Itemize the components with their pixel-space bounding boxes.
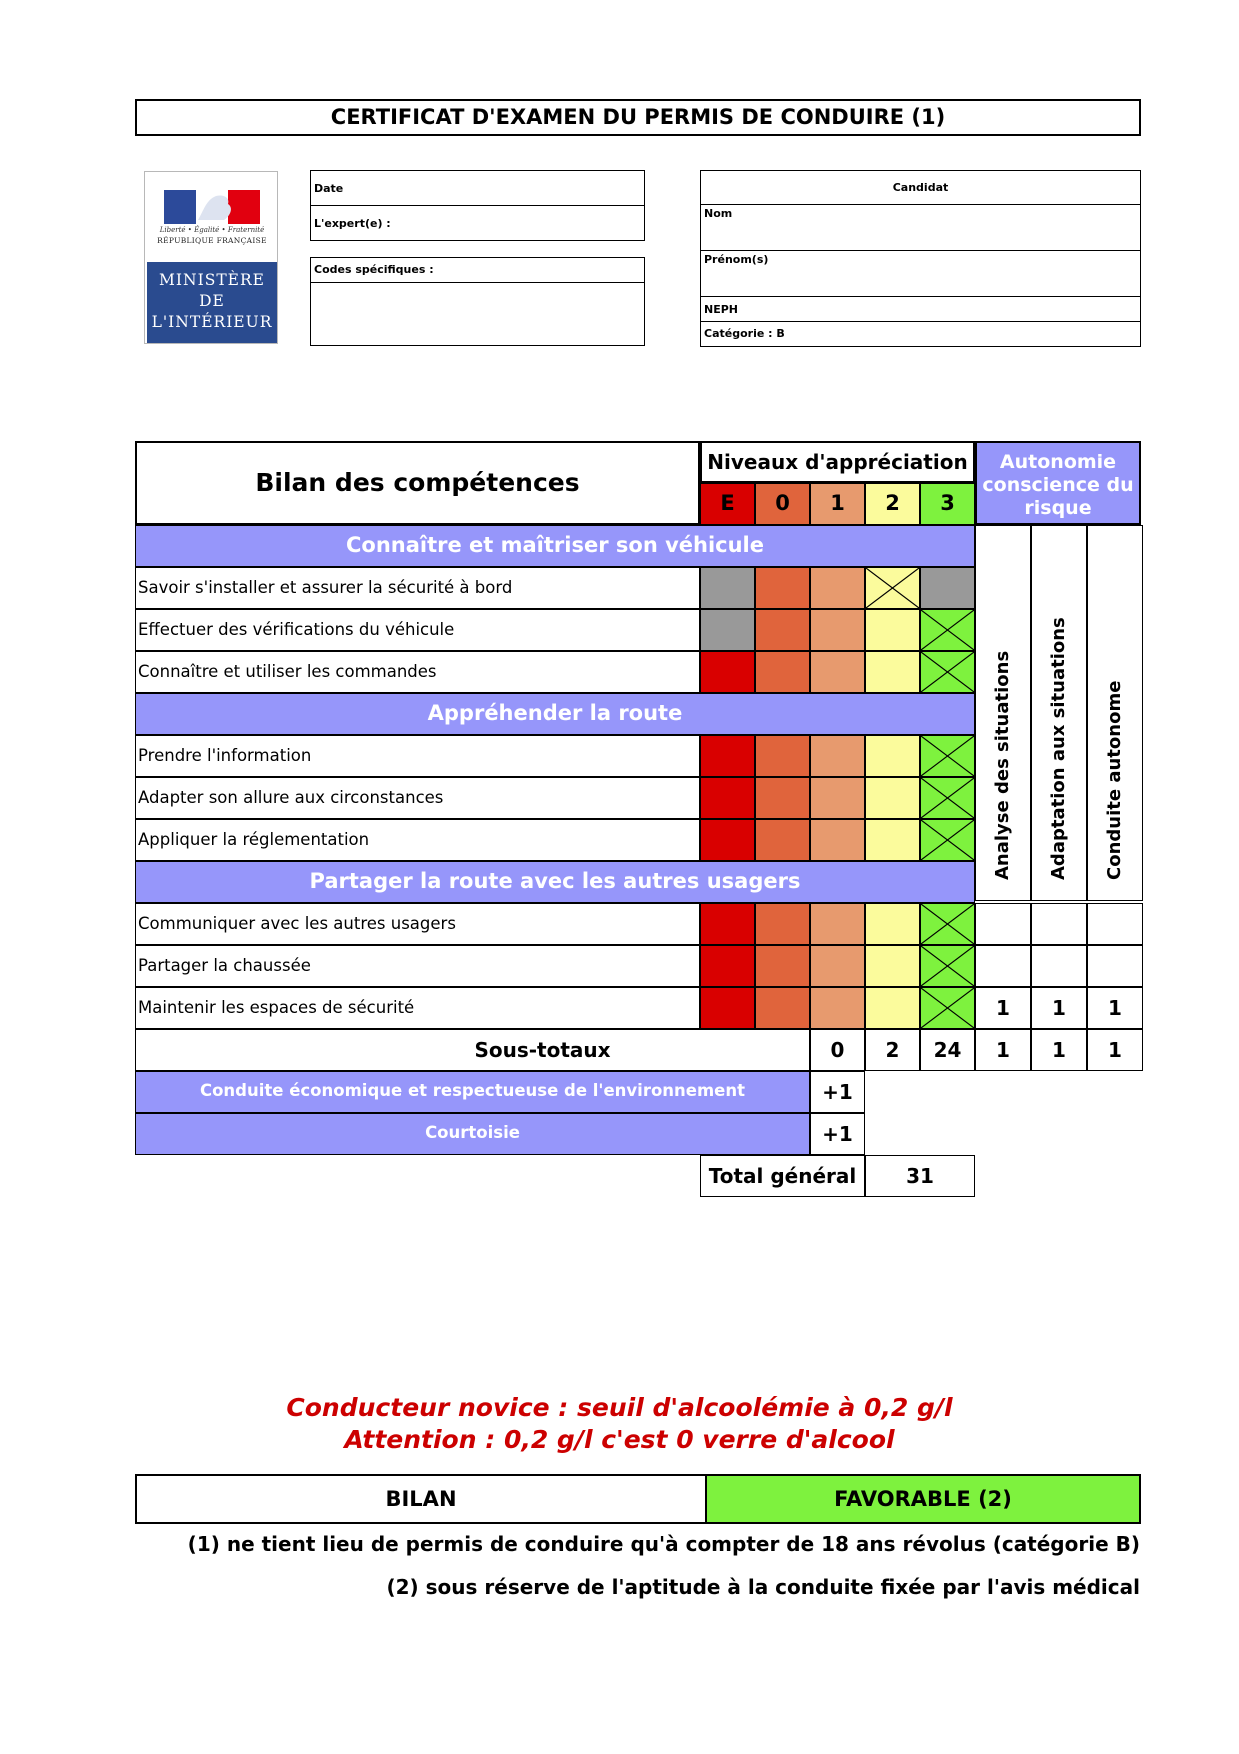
level-cell-0[interactable] — [755, 945, 810, 987]
subtotals-label: Sous-totaux — [135, 1029, 810, 1071]
subtotal-autonomy-2: 1 — [1031, 1029, 1087, 1071]
level-cell-E[interactable] — [700, 819, 755, 861]
level-cell-2[interactable] — [865, 777, 920, 819]
checked-cross-icon — [866, 568, 919, 608]
footnote-2: (2) sous réserve de l'aptitude à la conduite fixée par l'avis médical — [386, 1575, 1140, 1599]
codes-label-field — [310, 257, 645, 283]
level-cell-1[interactable] — [810, 567, 865, 609]
section-header-3: Partager la route avec les autres usagers — [135, 861, 975, 903]
level-cell-E[interactable] — [700, 735, 755, 777]
level-cell-0[interactable] — [755, 735, 810, 777]
level-cell-3[interactable] — [920, 609, 975, 651]
logo-motto: Liberté • Égalité • Fraternité — [159, 226, 265, 234]
level-cell-1[interactable] — [810, 777, 865, 819]
level-cell-2[interactable] — [865, 819, 920, 861]
level-header-1: 1 — [810, 483, 865, 525]
subtotal-autonomy-3: 1 — [1087, 1029, 1143, 1071]
competence-row-label: Effectuer des vérifications du véhicule — [135, 609, 700, 651]
level-cell-2[interactable] — [865, 987, 920, 1029]
checked-cross-icon — [921, 820, 974, 860]
bonus-label-2: Courtoisie — [135, 1113, 810, 1155]
level-cell-3[interactable] — [920, 651, 975, 693]
competence-row-label: Maintenir les espaces de sécurité — [135, 987, 700, 1029]
level-cell-1[interactable] — [810, 903, 865, 945]
total-label: Total général — [700, 1155, 865, 1197]
nom-label: Nom — [704, 207, 733, 220]
competence-row-label: Prendre l'information — [135, 735, 700, 777]
checked-cross-icon — [921, 652, 974, 692]
document-title: CERTIFICAT D'EXAMEN DU PERMIS DE CONDUIRE (1) — [135, 99, 1141, 136]
codes-label: Codes spécifiques : — [314, 263, 434, 276]
level-cell-E[interactable] — [700, 945, 755, 987]
autonomy-value-cell[interactable]: 1 — [975, 987, 1031, 1029]
level-cell-E[interactable] — [700, 777, 755, 819]
subtotal-level-2: 2 — [865, 1029, 920, 1071]
footnote-1: (1) ne tient lieu de permis de conduire qu'à compter de 18 ans révolus (catégorie B) — [187, 1532, 1140, 1556]
bonus-value-1[interactable]: +1 — [810, 1071, 865, 1113]
codes-field[interactable] — [310, 282, 645, 346]
level-cell-1[interactable] — [810, 819, 865, 861]
autonomy-value-cell[interactable] — [1087, 903, 1143, 945]
categorie-label: Catégorie : B — [704, 327, 785, 340]
prenom-label: Prénom(s) — [704, 253, 769, 266]
ministry-line-1: MINISTÈRE — [159, 271, 265, 289]
subtotal-level-3: 24 — [920, 1029, 975, 1071]
level-cell-3[interactable] — [920, 819, 975, 861]
autonomy-value-cell[interactable] — [1087, 945, 1143, 987]
competence-row-label: Communiquer avec les autres usagers — [135, 903, 700, 945]
autonomy-col-label: Conduite autonome — [1104, 680, 1125, 880]
date-label: Date — [314, 182, 344, 195]
total-value: 31 — [865, 1155, 975, 1197]
autonomy-value-cell[interactable]: 1 — [1031, 987, 1087, 1029]
bilan-label: BILAN — [135, 1474, 706, 1524]
table-title: Bilan des compétences — [135, 441, 700, 525]
competence-row-label: Adapter son allure aux circonstances — [135, 777, 700, 819]
ministry-line-3: L'INTÉRIEUR — [151, 313, 273, 331]
level-header-E: E — [700, 483, 755, 525]
checked-cross-icon — [921, 946, 974, 986]
alcohol-warning-2: Attention : 0,2 g/l c'est 0 verre d'alcool — [344, 1425, 895, 1454]
autonomy-value-cell[interactable] — [975, 903, 1031, 945]
level-cell-2[interactable] — [865, 903, 920, 945]
checked-cross-icon — [921, 610, 974, 650]
expert-label: L'expert(e) : — [314, 217, 391, 230]
autonomy-col-2 — [1031, 525, 1087, 901]
autonomy-col-label: Analyse des situations — [992, 650, 1013, 880]
level-cell-0[interactable] — [755, 777, 810, 819]
bonus-value-2[interactable]: +1 — [810, 1113, 865, 1155]
level-cell-1[interactable] — [810, 945, 865, 987]
level-cell-E[interactable] — [700, 567, 755, 609]
competence-row-label: Connaître et utiliser les commandes — [135, 651, 700, 693]
level-cell-0[interactable] — [755, 903, 810, 945]
level-cell-2[interactable] — [865, 735, 920, 777]
autonomy-header: Autonomie conscience du risque — [975, 441, 1141, 525]
level-cell-1[interactable] — [810, 735, 865, 777]
candidate-categorie-field — [701, 322, 1140, 346]
section-header-1: Connaître et maîtriser son véhicule — [135, 525, 975, 567]
level-header-0: 0 — [755, 483, 810, 525]
levels-header: Niveaux d'appréciation — [700, 441, 975, 483]
level-cell-3[interactable] — [920, 777, 975, 819]
level-cell-E[interactable] — [700, 609, 755, 651]
level-header-3: 3 — [920, 483, 975, 525]
level-cell-0[interactable] — [755, 609, 810, 651]
level-cell-3[interactable] — [920, 945, 975, 987]
competence-row-label: Savoir s'installer et assurer la sécurité à bord — [135, 567, 700, 609]
autonomy-value-cell[interactable] — [1031, 945, 1087, 987]
candidate-nom-field[interactable] — [701, 205, 1140, 251]
checked-cross-icon — [921, 904, 974, 944]
logo-republic: RÉPUBLIQUE FRANÇAISE — [157, 236, 267, 245]
autonomy-value-cell[interactable] — [975, 945, 1031, 987]
autonomy-col-1 — [975, 525, 1031, 901]
level-cell-3[interactable] — [920, 987, 975, 1029]
level-cell-E[interactable] — [700, 651, 755, 693]
section-header-2: Appréhender la route — [135, 693, 975, 735]
marianne-flag-icon — [164, 190, 260, 224]
expert-field[interactable] — [310, 205, 645, 241]
level-cell-0[interactable] — [755, 567, 810, 609]
competence-row-label: Appliquer la réglementation — [135, 819, 700, 861]
subtotal-autonomy-1: 1 — [975, 1029, 1031, 1071]
autonomy-col-3 — [1087, 525, 1143, 901]
autonomy-value-cell[interactable]: 1 — [1087, 987, 1143, 1029]
level-cell-E[interactable] — [700, 987, 755, 1029]
level-cell-0[interactable] — [755, 987, 810, 1029]
level-cell-3[interactable] — [920, 735, 975, 777]
level-cell-2[interactable] — [865, 609, 920, 651]
date-field[interactable] — [310, 170, 645, 206]
candidate-prenom-field[interactable] — [701, 251, 1140, 297]
logo-ministry — [147, 262, 277, 343]
level-cell-1[interactable] — [810, 609, 865, 651]
alcohol-warning-1: Conducteur novice : seuil d'alcoolémie à 0,2 g/l — [286, 1393, 953, 1422]
subtotal-level-1: 0 — [810, 1029, 865, 1071]
ministry-line-2: DE — [199, 292, 225, 310]
level-cell-2[interactable] — [865, 567, 920, 609]
level-cell-2[interactable] — [865, 945, 920, 987]
candidate-box — [700, 170, 1141, 347]
level-cell-3[interactable] — [920, 903, 975, 945]
bonus-label-1: Conduite économique et respectueuse de l'environnement — [135, 1071, 810, 1113]
level-cell-1[interactable] — [810, 651, 865, 693]
checked-cross-icon — [921, 988, 974, 1028]
level-cell-3[interactable] — [920, 567, 975, 609]
neph-label: NEPH — [704, 303, 738, 316]
level-cell-0[interactable] — [755, 819, 810, 861]
autonomy-col-label: Adaptation aux situations — [1048, 617, 1069, 880]
checked-cross-icon — [921, 736, 974, 776]
candidate-neph-field[interactable] — [701, 297, 1140, 322]
checked-cross-icon — [921, 778, 974, 818]
level-cell-2[interactable] — [865, 651, 920, 693]
level-cell-0[interactable] — [755, 651, 810, 693]
level-header-2: 2 — [865, 483, 920, 525]
candidate-header: Candidat — [701, 171, 1140, 205]
ministry-logo — [144, 171, 278, 344]
autonomy-value-cell[interactable] — [1031, 903, 1087, 945]
competence-row-label: Partager la chaussée — [135, 945, 700, 987]
level-cell-1[interactable] — [810, 987, 865, 1029]
level-cell-E[interactable] — [700, 903, 755, 945]
bilan-result: FAVORABLE (2) — [705, 1474, 1141, 1524]
